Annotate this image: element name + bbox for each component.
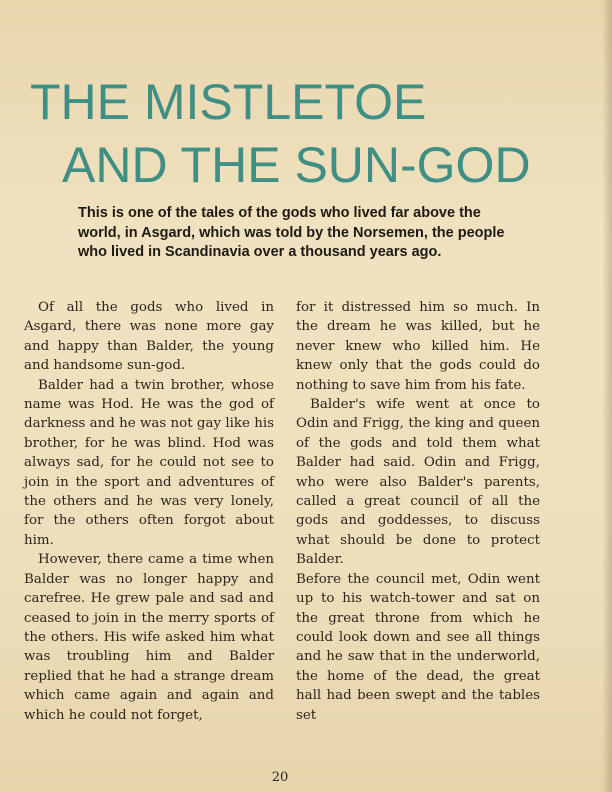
page-edge-shadow xyxy=(602,0,612,792)
body-paragraph: Of all the gods who lived in Asgard, there was none more gay and happy than Balder, the young and handsome sun-god. xyxy=(24,300,274,374)
body-paragraph: However, there came a time when Balder was no longer happy and carefree. He grew pale and sad and ceased to join in the merry sports of the others. His wife asked him what was troubling him and Balder replied that he had a strange dream which came again and again and which he could not forget, xyxy=(24,552,274,723)
body-paragraph: for it distressed him so much. In the dream he was killed, but he never knew who killed him. He knew only that the gods could do nothing to save him from his fate. xyxy=(296,300,540,393)
left-column xyxy=(24,298,274,725)
right-column xyxy=(296,298,540,725)
title-line-1: THE MISTLETOE xyxy=(30,74,427,130)
body-paragraph: Balder's wife went at once to Odin and Frigg, the king and queen of the gods and told them what Balder had said. Odin and Frigg, who were also Balder's parents, called a great council of all the gods and goddesses, to discuss what should be done to protect Balder. xyxy=(296,397,540,568)
page-number: 20 xyxy=(271,770,289,785)
title-line-2: AND THE SUN-GOD xyxy=(62,137,531,193)
intro-paragraph: This is one of the tales of the gods who lived far above the world, in Asgard, which was told by the Norsemen, the people who lived in Scandinavia over a thousand years ago. xyxy=(78,205,505,260)
body-paragraph: Balder had a twin brother, whose name was Hod. He was the god of darkness and he was not gay like his brother, for he was blind. Hod was always sad, for he could not see to join in the sport and adventures of the others and he was very lonely, for the others often forgot about him. xyxy=(24,377,274,548)
body-paragraph: Before the council met, Odin went up to his watch-tower and sat on the great throne from which he could look down and see all things and he saw that in the underworld, the home of the dead, the great hall had been swept and the tables set xyxy=(296,571,540,723)
